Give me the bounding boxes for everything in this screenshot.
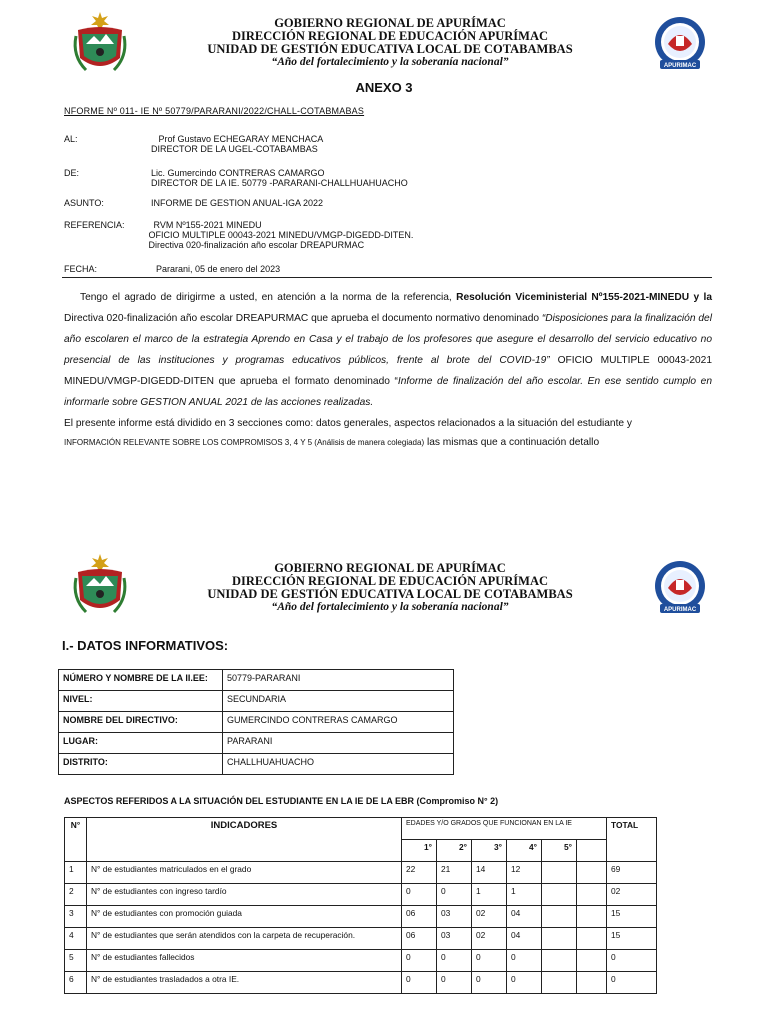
header-line-2: DIRECCIÓN REGIONAL DE EDUCACIÓN APURÍMAC	[232, 574, 548, 588]
table-row	[65, 884, 657, 906]
para1-text-2: Directiva 020-finalización año escolar DREAPURMAC que aprueba el documento normativo denominado	[64, 313, 542, 324]
row-value	[542, 862, 577, 884]
memo-label: REFERENCIA:	[64, 220, 125, 230]
row-num: 2	[65, 884, 87, 906]
row-value: 0	[507, 972, 542, 994]
row-value: 0	[402, 950, 437, 972]
memo-label: ASUNTO:	[64, 198, 104, 208]
info-key: LUGAR:	[59, 733, 223, 754]
info-value: 50779-PARARANI	[223, 670, 454, 691]
row-value: 0	[402, 972, 437, 994]
row-value: 03	[437, 906, 472, 928]
ugel-seal-icon	[654, 558, 706, 618]
row-total: 69	[607, 862, 657, 884]
row-value-extra	[577, 928, 607, 950]
header-motto: “Año del fortalecimiento y la soberanía nacional”	[271, 56, 509, 68]
row-value: 03	[437, 928, 472, 950]
memo-value: Pararani, 05 de enero del 2023	[146, 264, 281, 274]
memo-value: RVM Nº155-2021 MINEDU OFICIO MULTIPLE 00043-2021 MINEDU/VMGP-DIGEDD-DITEN. Directiva 020-finalización año escolar DREAPURMAC	[148, 220, 414, 250]
header-indicators: INDICADORES	[87, 818, 402, 862]
grade-1: 1°	[402, 840, 437, 862]
row-value	[542, 950, 577, 972]
header-line-2: DIRECCIÓN REGIONAL DE EDUCACIÓN APURÍMAC	[232, 29, 548, 43]
row-value: 04	[507, 928, 542, 950]
row-total: 0	[607, 950, 657, 972]
row-value: 02	[472, 906, 507, 928]
para1-italic-1: “Disposiciones para la finalización del año escolaren el marco de la estrategia Aprendo en Casa y el trabajo de los profesores que asegure el desarrollo del servicio educativo no presencial de las instituciones y programas educativos públicos, frente al brote del COVID-19”	[64, 313, 712, 366]
grade-5: 5°	[542, 840, 577, 862]
seal-text: APURIMAC	[663, 63, 697, 69]
para1-italic-2: Informe de finalización del año escolar. En ese sentido cumplo en informarle sobre GESTION ANUAL 2021 de las acciones realizadas.	[64, 376, 712, 408]
table-row	[65, 950, 657, 972]
row-num: 1	[65, 862, 87, 884]
memo-value: Lic. Gumercindo CONTRERAS CAMARGO DIRECTOR DE LA IE. 50779 -PARARANI-CHALLHUAHUACHO	[151, 168, 408, 188]
body-paragraph-1	[64, 287, 712, 413]
info-key: NÚMERO Y NOMBRE DE LA II.EE:	[59, 670, 223, 691]
row-value: 02	[472, 928, 507, 950]
info-key: NIVEL:	[59, 691, 223, 712]
table-row	[59, 733, 454, 754]
row-value	[542, 884, 577, 906]
info-key: DISTRITO:	[59, 754, 223, 775]
row-value: 0	[472, 972, 507, 994]
info-table	[58, 669, 454, 775]
divider	[62, 277, 712, 278]
row-value	[542, 972, 577, 994]
info-value: SECUNDARIA	[223, 691, 454, 712]
grade-4: 4°	[507, 840, 542, 862]
row-value: 22	[402, 862, 437, 884]
memo-value: INFORME DE GESTION ANUAL-IGA 2022	[146, 198, 324, 208]
row-value: 21	[437, 862, 472, 884]
row-total: 15	[607, 906, 657, 928]
row-value: 04	[507, 906, 542, 928]
memo-label: DE:	[64, 168, 80, 178]
row-num: 4	[65, 928, 87, 950]
row-num: 6	[65, 972, 87, 994]
row-indicator: N° de estudiantes trasladados a otra IE.	[87, 972, 402, 994]
row-value: 1	[472, 884, 507, 906]
header-grades: EDADES Y/O GRADOS QUE FUNCIONAN EN LA IE	[402, 818, 607, 840]
row-value: 06	[402, 906, 437, 928]
row-value: 1	[507, 884, 542, 906]
table-row	[65, 862, 657, 884]
row-value: 06	[402, 928, 437, 950]
row-value: 0	[437, 884, 472, 906]
header-line-1: GOBIERNO REGIONAL DE APURÍMAC	[274, 16, 506, 30]
row-indicator: N° de estudiantes con ingreso tardío	[87, 884, 402, 906]
student-situation-table	[64, 817, 657, 994]
letterhead-top	[0, 10, 768, 80]
row-value: 0	[437, 972, 472, 994]
regional-crest-icon	[70, 552, 130, 622]
memo-label: AL:	[64, 134, 78, 144]
row-value: 0	[437, 950, 472, 972]
ugel-seal-icon	[654, 14, 706, 74]
info-value: PARARANI	[223, 733, 454, 754]
section-title: I.- DATOS INFORMATIVOS:	[62, 638, 229, 653]
row-value: 0	[472, 950, 507, 972]
header-line-1: GOBIERNO REGIONAL DE APURÍMAC	[274, 561, 506, 575]
row-total: 02	[607, 884, 657, 906]
table-row	[65, 906, 657, 928]
info-key: NOMBRE DEL DIRECTIVO:	[59, 712, 223, 733]
header-num: N°	[65, 818, 87, 862]
row-value: 0	[507, 950, 542, 972]
memo-value: Prof Gustavo ECHEGARAY MENCHACA DIRECTOR DE LA UGEL-COTABAMBAS	[151, 134, 324, 154]
row-indicator: N° de estudiantes que serán atendidos con la carpeta de recuperación.	[87, 928, 402, 950]
row-value: 14	[472, 862, 507, 884]
memo-label: FECHA:	[64, 264, 98, 274]
row-value-extra	[577, 950, 607, 972]
para1-text-1: Tengo el agrado de dirigirme a usted, en atención a la norma de la referencia,	[80, 292, 457, 303]
row-value: 0	[402, 884, 437, 906]
para2-text-1: El presente informe está dividido en 3 secciones como: datos generales, aspectos relacionados a la situación del estudiante y	[64, 418, 633, 429]
row-indicator: N° de estudiantes matriculados en el grado	[87, 862, 402, 884]
aspect-title: ASPECTOS REFERIDOS A LA SITUACIÓN DEL ESTUDIANTE EN LA IE DE LA EBR (Compromiso N° 2)	[64, 796, 499, 806]
row-total: 0	[607, 972, 657, 994]
para2-text-2: las mismas que a continuación detallo	[424, 437, 600, 448]
row-indicator: N° de estudiantes con promoción guiada	[87, 906, 402, 928]
row-value-extra	[577, 972, 607, 994]
row-value: 12	[507, 862, 542, 884]
regional-crest-icon	[70, 10, 130, 80]
header-total: TOTAL	[607, 818, 657, 862]
table-row	[59, 712, 454, 733]
table-row	[65, 928, 657, 950]
row-num: 5	[65, 950, 87, 972]
para1-bold: Resolución Viceministerial Nº155-2021-MINEDU y la	[456, 292, 712, 303]
para1-text-3: OFICIO MULTIPLE 00043-2021 MINEDU/VMGP-DIGEDD-DITEN que aprueba el formato denominado “	[64, 355, 712, 387]
header-motto: “Año del fortalecimiento y la soberanía nacional”	[271, 601, 509, 613]
row-value-extra	[577, 906, 607, 928]
annex-title: ANEXO 3	[355, 80, 413, 95]
letterhead-bottom	[0, 552, 768, 622]
header-line-3: UNIDAD DE GESTIÓN EDUCATIVA LOCAL DE COTABAMBAS	[207, 42, 573, 56]
table-row	[59, 691, 454, 712]
row-num: 3	[65, 906, 87, 928]
grade-2: 2°	[437, 840, 472, 862]
row-total: 15	[607, 928, 657, 950]
row-value-extra	[577, 862, 607, 884]
informe-number: NFORME Nº 011- IE Nº 50779/PARARANI/2022/CHALL-COTABMABAS	[64, 106, 365, 116]
info-value: GUMERCINDO CONTRERAS CAMARGO	[223, 712, 454, 733]
table-row	[59, 670, 454, 691]
info-value: CHALLHUAHUACHO	[223, 754, 454, 775]
letterhead-text	[140, 562, 640, 614]
table-row	[65, 972, 657, 994]
seal-text: APURIMAC	[663, 607, 697, 613]
para2-caps: INFORMACIÓN RELEVANTE SOBRE LOS COMPROMISOS 3, 4 Y 5 (Análisis de manera colegiada)	[64, 438, 425, 447]
row-indicator: N° de estudiantes fallecidos	[87, 950, 402, 972]
row-value	[542, 906, 577, 928]
grade-extra	[577, 840, 607, 862]
table-header-row	[65, 818, 657, 840]
grade-3: 3°	[472, 840, 507, 862]
body-paragraph-2	[64, 414, 724, 452]
row-value	[542, 928, 577, 950]
header-line-3: UNIDAD DE GESTIÓN EDUCATIVA LOCAL DE COTABAMBAS	[207, 587, 573, 601]
row-value-extra	[577, 884, 607, 906]
letterhead-text	[140, 17, 640, 69]
table-row	[59, 754, 454, 775]
